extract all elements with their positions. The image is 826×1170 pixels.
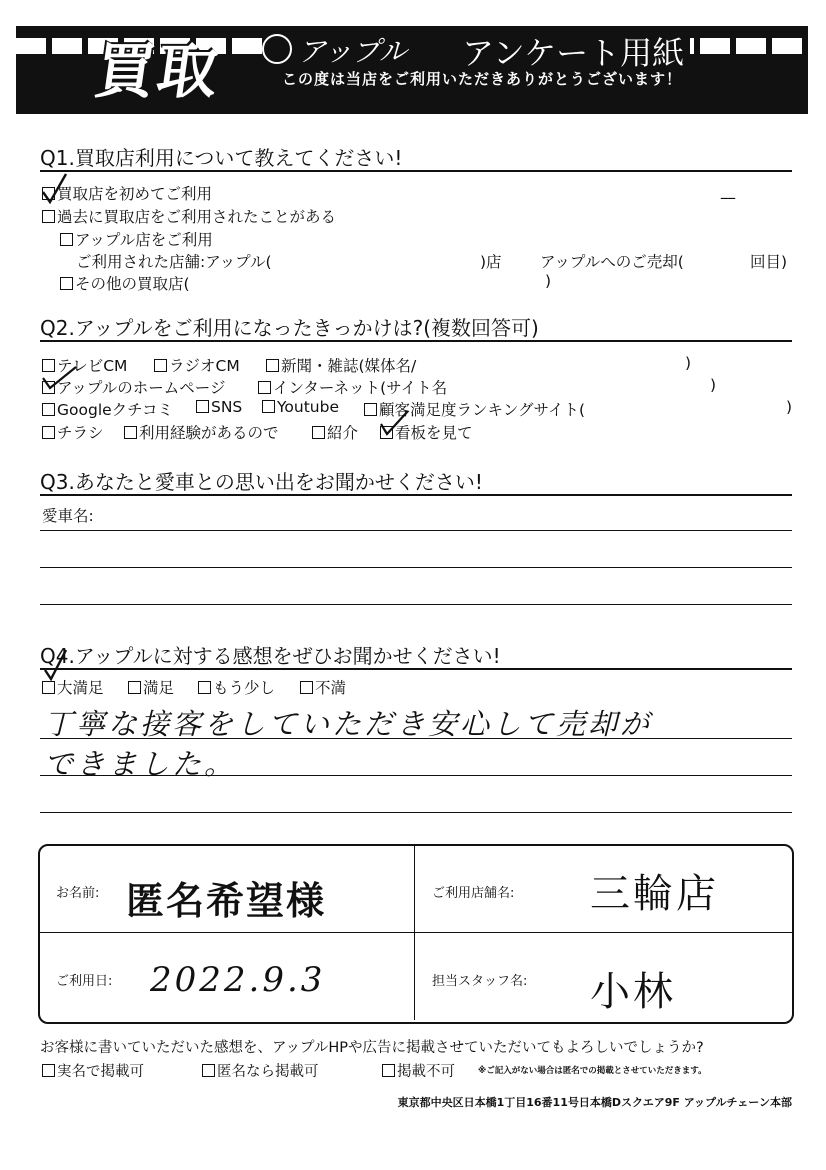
comment-line-1: 丁寧な接客をしていただき安心して売却が <box>44 707 653 741</box>
brand-logo <box>262 30 458 68</box>
q2-underline <box>40 340 792 342</box>
q1-sale-label: アップルへのご売却( <box>540 253 684 271</box>
q1-store-label: ご利用された店舗:アップル( <box>76 253 272 271</box>
q4-underline <box>40 668 792 670</box>
q2-option-flyer[interactable] <box>42 421 104 443</box>
store-label: ご利用店舗名: <box>432 886 515 901</box>
q2-row1-close: ) <box>685 354 692 372</box>
store-value: 三輪店 <box>590 871 719 917</box>
apple-logo-icon <box>262 34 292 64</box>
option-label: 匿名なら掲載可 <box>217 1064 319 1080</box>
option-label: 利用経験があるので <box>139 424 279 442</box>
option-label: アップルのホームページ <box>57 379 226 397</box>
q3-underline <box>40 494 792 496</box>
checkbox[interactable] <box>60 233 73 246</box>
staff-label: 担当スタッフ名: <box>432 974 528 989</box>
option-label: 看板を見て <box>395 424 473 442</box>
writing-line <box>40 530 792 531</box>
table-divider-horizontal <box>38 932 792 933</box>
option-label: 顧客満足度ランキングサイト( <box>379 401 585 419</box>
checkbox[interactable] <box>42 681 55 694</box>
option-label: Youtube <box>277 398 339 416</box>
checkbox[interactable] <box>202 1064 215 1077</box>
q1-option-other[interactable] <box>60 272 190 294</box>
q4-option-somewhat[interactable] <box>198 676 275 698</box>
q2-option-internet[interactable] <box>258 376 447 398</box>
brand-name: アップル <box>298 35 407 68</box>
logo-text: 買取 <box>90 37 225 107</box>
q4-option-dissatisfied[interactable] <box>300 676 346 698</box>
name-value: 匿名希望様 <box>126 879 327 923</box>
checkbox[interactable] <box>312 426 325 439</box>
consent-option-no[interactable] <box>382 1060 455 1081</box>
checkbox[interactable] <box>364 403 377 416</box>
option-label: 新聞・雑誌(媒体名/ <box>281 357 417 375</box>
checkbox[interactable] <box>42 403 55 416</box>
checkbox[interactable] <box>60 277 73 290</box>
q4-option-satisfied[interactable] <box>128 676 174 698</box>
checkbox[interactable] <box>42 426 55 439</box>
q1-option-past[interactable] <box>42 205 336 227</box>
q3-title: Q3.あなたと愛車との思い出をお聞かせください! <box>40 470 483 494</box>
option-label: チラシ <box>57 424 104 442</box>
q2-option-experience[interactable] <box>124 421 279 443</box>
comment-line-2: できました。 <box>44 747 237 781</box>
q2-option-sns[interactable] <box>196 398 242 416</box>
date-value: 2022.9.3 <box>150 960 326 1000</box>
checkbox[interactable] <box>266 359 279 372</box>
stray-mark: — <box>720 188 736 207</box>
q1-other-suffix: ) <box>545 272 552 290</box>
form-title: アンケート用紙 <box>456 28 690 74</box>
name-label: お名前: <box>56 886 100 901</box>
q1-option-apple[interactable] <box>60 228 213 250</box>
option-label: テレビCM <box>57 357 128 375</box>
checkmark-icon <box>40 172 70 206</box>
option-label: もう少し <box>213 679 276 697</box>
checkbox[interactable] <box>258 381 271 394</box>
option-label: SNS <box>211 398 243 416</box>
checkbox[interactable] <box>198 681 211 694</box>
date-label: ご利用日: <box>56 974 113 989</box>
checkbox[interactable] <box>124 426 137 439</box>
option-label: 買取店を初めてご利用 <box>57 185 213 203</box>
q1-title: Q1.買取店利用について教えてください! <box>40 146 403 170</box>
q2-row3-close: ) <box>786 398 793 416</box>
checkbox[interactable] <box>42 210 55 223</box>
option-label: 不満 <box>315 679 347 697</box>
option-label: アップル店をご利用 <box>75 231 213 249</box>
checkbox[interactable] <box>300 681 313 694</box>
checkbox[interactable] <box>262 400 275 413</box>
q2-option-referral[interactable] <box>312 421 358 443</box>
checkbox[interactable] <box>42 1064 55 1077</box>
consent-question: お客様に書いていただいた感想を、アップルHPや広告に掲載させていただいてもよろしいでしょうか? <box>40 1040 704 1056</box>
staff-value: 小林 <box>590 969 676 1015</box>
q1-store-suffix: )店 <box>480 253 502 271</box>
consent-option-real-name[interactable] <box>42 1060 144 1081</box>
q1-underline <box>40 170 792 172</box>
q2-option-google[interactable] <box>42 398 173 420</box>
q2-option-newspaper[interactable] <box>266 354 416 376</box>
option-label: Googleクチコミ <box>57 401 174 419</box>
option-label: 大満足 <box>57 679 104 697</box>
option-label: 実名で掲載可 <box>57 1064 144 1080</box>
q4-option-very-satisfied[interactable] <box>42 676 104 698</box>
consent-option-anonymous[interactable] <box>202 1060 319 1081</box>
consent-note: ※ご記入がない場合は匿名での掲載とさせていただきます。 <box>478 1066 707 1076</box>
option-label: 紹介 <box>327 424 359 442</box>
checkbox[interactable] <box>154 359 167 372</box>
car-name-label: 愛車名: <box>42 507 94 525</box>
checkbox[interactable] <box>382 1064 395 1077</box>
header-subtitle: この度は当店をご利用いただきありがとうございます！ <box>282 70 683 88</box>
writing-line <box>40 567 792 568</box>
option-label: 掲載不可 <box>397 1064 455 1080</box>
q2-row2-close: ) <box>710 376 717 394</box>
option-label: 過去に買取店をご利用されたことがある <box>57 208 337 226</box>
q2-option-youtube[interactable] <box>262 398 339 416</box>
checkbox[interactable] <box>196 400 209 413</box>
footer-address: 東京都中央区日本橋1丁目16番11号日本橋Dスクエア9F アップルチェーン本部 <box>397 1096 792 1109</box>
checkbox[interactable] <box>128 681 141 694</box>
checkmark-icon <box>40 364 80 392</box>
writing-line <box>40 812 792 813</box>
q2-option-radio[interactable] <box>154 354 240 376</box>
option-label: その他の買取店( <box>75 275 190 293</box>
q1-sale-suffix: 回目) <box>750 253 788 271</box>
writing-line <box>40 604 792 605</box>
option-label: ラジオCM <box>169 357 240 375</box>
q4-title: Q4.アップルに対する感想をぜひお聞かせください! <box>40 644 501 668</box>
option-label: インターネット(サイト名 <box>273 379 448 397</box>
q2-title: Q2.アップルをご利用になったきっかけは?(複数回答可) <box>40 316 539 340</box>
option-label: 満足 <box>143 679 175 697</box>
checkmark-icon <box>378 408 412 438</box>
